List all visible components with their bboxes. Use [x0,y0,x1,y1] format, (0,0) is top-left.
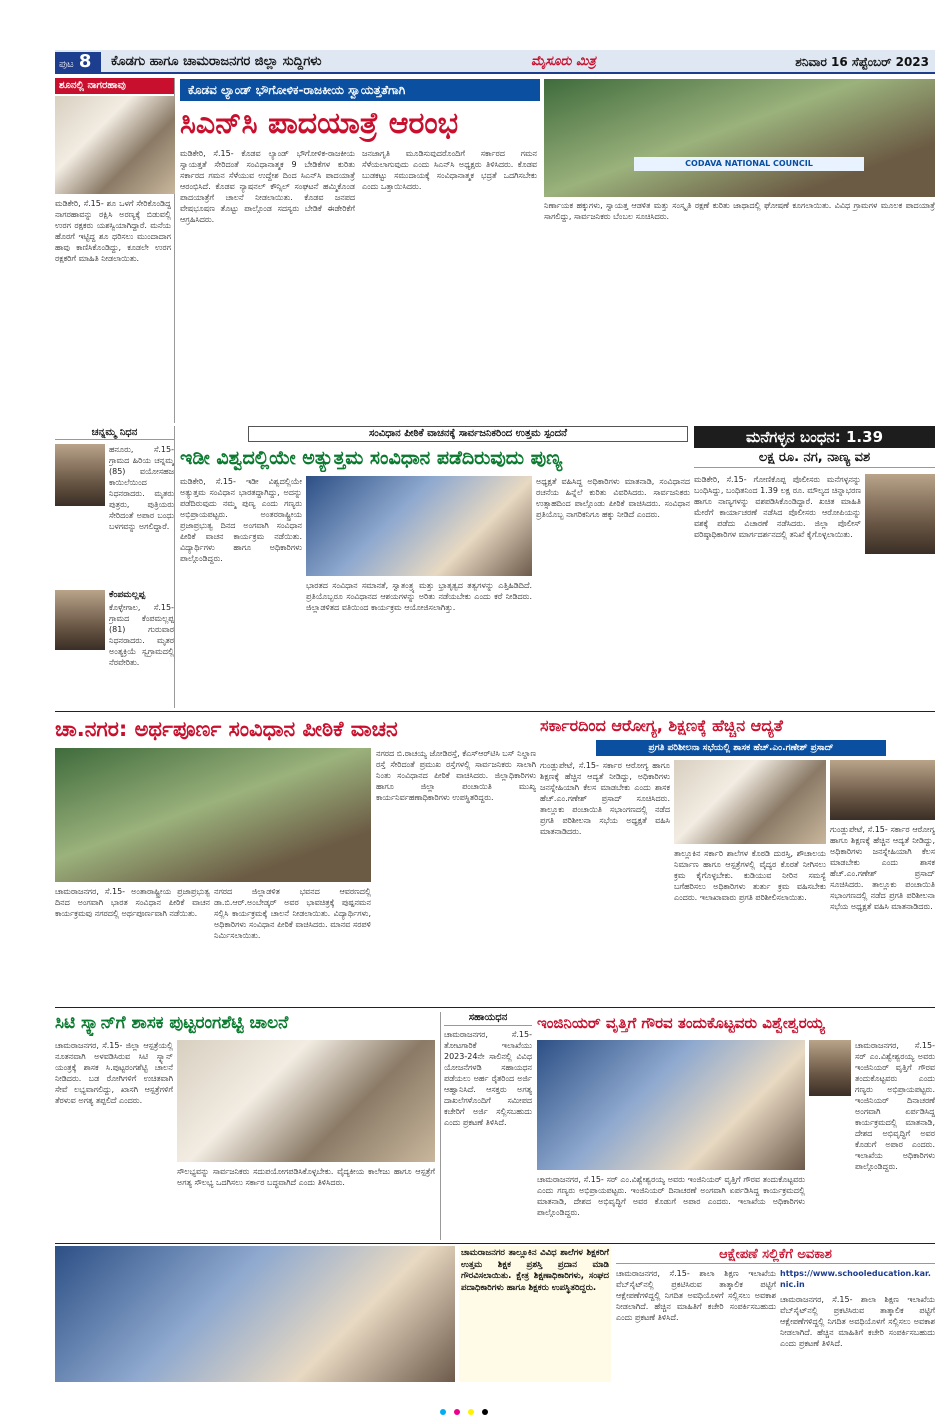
story-health-body-a: ಗುಂಡ್ಲುಪೇಟೆ, ಸೆ.15- ಸರ್ಕಾರ ಆರೋಗ್ಯ ಹಾಗೂ ಶಿಕ್ಷಣಕ್ಕೆ ಹೆಚ್ಚಿನ ಆದ್ಯತೆ ನೀಡಿದ್ದು, ಅಧಿಕಾರಿಗಳು ಜನಸ್ನೇಹಿಯಾಗಿ ಕೆಲಸ ಮಾಡಬೇಕು ಎಂದು ಶಾಸಕ ಹೆಚ್.ಎಂ.ಗಣೇಶ್ ಪ್ರಸಾದ್ ಸೂಚಿಸಿದರು. ತಾಲ್ಲೂಕು ಪಂಚಾಯಿತಿ ಸಭಾಂಗಣದಲ್ಲಿ ನಡೆದ ಪ್ರಗತಿ ಪರಿಶೀಲನಾ ಸಭೆಯ ಅಧ್ಯಕ್ಷತೆ ವಹಿಸಿ ಮಾತನಾಡಿದರು. [540,761,670,836]
story-theft [694,426,935,708]
objection-body-b: ಚಾಮರಾಜನಗರ, ಸೆ.15- ಶಾಲಾ ಶಿಕ್ಷಣ ಇಲಾಖೆಯ ವೆಬ್‌ಸೈಟ್‌ನಲ್ಲಿ ಪ್ರಕಟಿಸಿರುವ ತಾತ್ಕಾಲಿಕ ಪಟ್ಟಿಗೆ ಆಕ್ಷೇಪಣೆಗಳಿದ್ದಲ್ಲಿ ನಿಗದಿತ ಅವಧಿಯೊಳಗೆ ಸಲ್ಲಿಸಲು ಅವಕಾಶ ನೀಡಲಾಗಿದೆ. ಹೆಚ್ಚಿನ ಮಾಹಿತಿಗೆ ಕಚೇರಿ ಸಂಪರ್ಕಿಸಬಹುದು ಎಂದು ಪ್ರಕಟಣೆ ತಿಳಿಸಿದೆ. [780,1295,935,1348]
paper-name: ಮೈಸೂರು ಮಿತ್ರ [531,54,596,69]
story-chamaraja-body-b: ನಗರದ ಜಿಲ್ಲಾಡಳಿತ ಭವನದ ಆವರಣದಲ್ಲಿ ಡಾ.ಬಿ.ಆರ್.ಅಂಬೇಡ್ಕರ್ ಅವರ ಭಾವಚಿತ್ರಕ್ಕೆ ಪುಷ್ಪನಮನ ಸಲ್ಲಿಸಿ ಕಾರ್ಯಕ್ರಮಕ್ಕೆ ಚಾಲನೆ ನೀಡಲಾಯಿತು. ವಿದ್ಯಾರ್ಥಿಗಳು, ಅಧಿಕಾರಿಗಳು ಸಂವಿಧಾನ ಪೀಠಿಕೆ ವಾಚಿಸಿದರು. ಮಾನವ ಸರಪಳಿ ನಿರ್ಮಿಸಲಾಯಿತು. [214,887,371,940]
print-register-marks [440,1400,520,1408]
story-chamaraja-headline: ಚಾ.ನಗರ: ಅರ್ಥಪೂರ್ಣ ಸಂವಿಧಾನ ಪೀಠಿಕೆ ವಾಚನ [55,717,398,741]
chamaraja-event-photo [55,748,371,882]
story-cnc-body-a: ಮಡಿಕೇರಿ, ಸೆ.15- ಕೊಡವ ಲ್ಯಾಂಡ್ ಭೌಗೋಳಿಕ-ರಾಜಕೀಯ ಸ್ವಾಯತ್ತತೆ ಸೇರಿದಂತೆ ಸಂವಿಧಾನಾತ್ಮಕ 9 ಬೇಡಿಕೆಗಳ ಕುರಿತು ಸರ್ಕಾರದ ಗಮನ ಸೆಳೆಯುವ ಉದ್ದೇಶ ದಿಂದ ಸಿಎನ್‌ಸಿ ಪಾದಯಾತ್ರೆ ಆರಂಭಿಸಿದೆ. ಕೊಡವ ನ್ಯಾಷನಲ್ ಕೌನ್ಸಿಲ್ ಸಂಘಟನೆ ಹಮ್ಮಿಕೊಂಡ ಪಾದಯಾತ್ರೆಗೆ ಚಾಲನೆ ನೀಡಲಾಯಿತು. ಕೊಡವ ಜನಪದ ವೇಷಭೂಷಣ ತೊಟ್ಟು ಪಾಲ್ಗೊಂಡ ಸದಸ್ಯರು ಬೇಡಿಕೆ ಈಡೇರಿಕೆಗೆ ಆಗ್ರಹಿಸಿದರು. [180,149,355,224]
sidebar-snake [55,78,175,423]
constitution-event-photo [306,476,532,576]
story-constitution-kicker: ಸಂವಿಧಾನ ಪೀಠಿಕೆ ವಾಚನಕ್ಕೆ ಸಾರ್ವಜನಿಕರಿಂದ ಉತ್ತಮ ಸ್ಪಂದನೆ [248,426,688,442]
story-ctscan-body-b: ಸೌಲಭ್ಯವನ್ನು ಸಾರ್ವಜನಿಕರು ಸದುಪಯೋಗಪಡಿಸಿಕೊಳ್ಳಬೇಕು. ವೈದ್ಯಕೀಯ ಕಾಲೇಜು ಹಾಗೂ ಆಸ್ಪತ್ರೆಗೆ ಅಗತ್ಯ ಸೌಲಭ್ಯ ಒದಗಿಸಲು ಸರ್ಕಾರ ಬದ್ಧವಾಗಿದೆ ಎಂದು ತಿಳಿಸಿದರು. [177,1167,435,1187]
divider [55,711,935,712]
story-chamaraja-body-a: ಚಾಮರಾಜನಗರ, ಸೆ.15- ಅಂತಾರಾಷ್ಟ್ರೀಯ ಪ್ರಜಾಪ್ರಭುತ್ವ ದಿನದ ಅಂಗವಾಗಿ ಭಾರತ ಸಂವಿಧಾನ ಪೀಠಿಕೆ ವಾಚನ ಕಾರ್ಯಕ್ರಮವು ನಗರದಲ್ಲಿ ಅರ್ಥಪೂರ್ಣವಾಗಿ ನಡೆಯಿತು. [55,887,210,918]
story-cnc-body-c: ನಿರ್ಣಾಯಕ ಹಕ್ಕುಗಳು, ಸ್ವಾಯತ್ತ ಆಡಳಿತ ಮತ್ತು ಸಂಸ್ಕೃತಿ ರಕ್ಷಣೆ ಕುರಿತು ಜಾಥಾದಲ್ಲಿ ಘೋಷಣೆ ಕೂಗಲಾಯಿತು. ವಿವಿಧ ಗ್ರಾಮಗಳ ಮೂಲಕ ಪಾದಯಾತ್ರೆ ಸಾಗಲಿದ್ದು, ಸಾರ್ವಜನಿಕರು ಬೆಂಬಲ ಸೂಚಿಸಿದರು. [544,201,935,221]
ctscan-photo [177,1040,435,1162]
snake-photo [55,96,175,194]
story-engineer-headline: ಇಂಜಿನಿಯರ್ ವೃತ್ತಿಗೆ ಗೌರವ ತಂದುಕೊಟ್ಟವರು ವಿಶ್ವೇಶ್ವರಯ್ಯ [537,1014,825,1032]
theft-body: ಮಡಿಕೇರಿ, ಸೆ.15- ಗೋಣಿಕೊಪ್ಪ ಪೊಲೀಸರು ಮನೆಗಳ್ಳನನ್ನು ಬಂಧಿಸಿದ್ದು, ಬಂಧಿತನಿಂದ 1.39 ಲಕ್ಷ ರೂ. ಮೌಲ್ಯದ ಚಿನ್ನಾಭರಣ ಹಾಗೂ ನಾಣ್ಯಗಳನ್ನು ವಶಪಡಿಸಿಕೊಂಡಿದ್ದಾರೆ. ಖಚಿತ ಮಾಹಿತಿ ಮೇರೆಗೆ ಕಾರ್ಯಾಚರಣೆ ನಡೆಸಿದ ಪೊಲೀಸರು ಆರೋಪಿಯನ್ನು ವಶಕ್ಕೆ ಪಡೆದು ವಿಚಾರಣೆ ನಡೆಸಿದರು. ಜಿಲ್ಲಾ ಪೊಲೀಸ್ ವರಿಷ್ಠಾಧಿಕಾರಿಗಳ ಮಾರ್ಗದರ್ಶನದಲ್ಲಿ ತನಿಖೆ ಕೈಗೊಳ್ಳಲಾಯಿತು. [694,475,861,539]
obituaries [55,426,175,708]
story-cnc-kicker: ಕೊಡವ ಲ್ಯಾಂಡ್ ಭೌಗೋಳಿಕ-ರಾಜಕೀಯ ಸ್ವಾಯತ್ತತೆಗಾಗಿ [180,79,540,101]
cnc-march-photo [544,79,935,197]
visvesvaraya-photo [809,1040,851,1096]
story-constitution-headline: ಇಡೀ ವಿಶ್ವದಲ್ಲಿಯೇ ಅತ್ಯುತ್ತಮ ಸಂವಿಧಾನ ಪಡೆದಿರುವುದು ಪುಣ್ಯ [180,447,563,469]
subsidy-title: ಸಹಾಯಧನ [444,1012,532,1026]
obit-photo-1 [55,444,105,506]
sidebar-title: ಶೂನಲ್ಲಿ ನಾಗರಹಾವು [55,78,174,94]
story-cnc-headline: ಸಿಎನ್‌ಸಿ ಪಾದಯಾತ್ರೆ ಆರಂಭ [180,106,459,141]
story-engineer-body-side: ಚಾಮರಾಜನಗರ, ಸೆ.15- ಸರ್ ಎಂ.ವಿಶ್ವೇಶ್ವರಯ್ಯ ಅವರು ಇಂಜಿನಿಯರ್ ವೃತ್ತಿಗೆ ಗೌರವ ತಂದುಕೊಟ್ಟವರು ಎಂದು ಗಣ್ಯರು ಅಭಿಪ್ರಾಯಪಟ್ಟರು. ಇಂಜಿನಿಯರ್ ದಿನಾಚರಣೆ ಅಂಗವಾಗಿ ಏರ್ಪಡಿಸಿದ್ದ ಕಾರ್ಯಕ್ರಮದಲ್ಲಿ ಮಾತನಾಡಿ, ದೇಶದ ಅಭಿವೃದ್ಧಿಗೆ ಅವರ ಕೊಡುಗೆ ಅಪಾರ ಎಂದರು. ಇಲಾಖೆಯ ಅಧಿಕಾರಿಗಳು ಪಾಲ್ಗೊಂಡಿದ್ದರು. [855,1041,935,1171]
story-health-headline: ಸರ್ಕಾರದಿಂದ ಆರೋಗ್ಯ, ಶಿಕ್ಷಣಕ್ಕೆ ಹೆಚ್ಚಿನ ಆದ್ಯತೆ [540,716,783,735]
cnc-banner: CODAVA NATIONAL COUNCIL [634,157,864,171]
story-constitution-body-a: ಮಡಿಕೇರಿ, ಸೆ.15- ಇಡೀ ವಿಶ್ವದಲ್ಲಿಯೇ ಅತ್ಯುತ್ತಮ ಸಂವಿಧಾನ ಭಾರತದ್ದಾಗಿದ್ದು, ಅದನ್ನು ಪಡೆದಿರುವುದು ನಮ್ಮ ಪುಣ್ಯ ಎಂದು ಗಣ್ಯರು ಅಭಿಪ್ರಾಯಪಟ್ಟರು. ಅಂತರರಾಷ್ಟ್ರೀಯ ಪ್ರಜಾಪ್ರಭುತ್ವ ದಿನದ ಅಂಗವಾಗಿ ಸಂವಿಧಾನ ಪೀಠಿಕೆ ವಾಚನ ಕಾರ್ಯಕ್ರಮ ನಡೆಯಿತು. ವಿದ್ಯಾರ್ಥಿಗಳು ಹಾಗೂ ಅಧಿಕಾರಿಗಳು ಪಾಲ್ಗೊಂಡಿದ್ದರು. [180,477,302,563]
story-chamaraja-body-c: ನಗರದ ಬಿ.ರಾಚಯ್ಯ ಜೋಡಿರಸ್ತೆ, ಕೆಎಸ್‌ಆರ್‌ಟಿಸಿ ಬಸ್ ನಿಲ್ದಾಣ ರಸ್ತೆ ಸೇರಿದಂತೆ ಪ್ರಮುಖ ರಸ್ತೆಗಳಲ್ಲಿ ಸಾರ್ವಜನಿಕರು ಸಾಲಾಗಿ ನಿಂತು ಸಂವಿಧಾನದ ಪೀಠಿಕೆ ವಾಚಿಸಿದರು. ಜಿಲ್ಲಾಧಿಕಾರಿಗಳು ಹಾಗೂ ಜಿಲ್ಲಾ ಪಂಚಾಯಿತಿ ಮುಖ್ಯ ಕಾರ್ಯನಿರ್ವಹಣಾಧಿಕಾರಿಗಳು ಉಪಸ್ಥಿತರಿದ್ದರು. [376,749,536,802]
theft-headline: ಮನೆಗಳ್ಳನ ಬಂಧನ: 1.39 [694,426,935,448]
obit-body-2: ಕೊಳ್ಳೇಗಾಲ, ಸೆ.15- ಗ್ರಾಮದ ಕೆಂಪಮಲ್ಲಪ್ಪ (81) ಗುರುವಾರ ನಿಧನರಾದರು. ಮೃತರ ಅಂತ್ಯಕ್ರಿಯೆ ಸ್ವಗ್ರಾಮದಲ್ಲಿ ನೆರವೇರಿತು. [109,603,174,667]
engineer-day-photo [537,1040,805,1170]
obit-name-2: ಕೆಂಪಮಲ್ಲಪ್ಪ [109,590,146,600]
divider [55,1243,935,1244]
accused-photo [865,474,935,554]
story-health-body-c: ಗುಂಡ್ಲುಪೇಟೆ, ಸೆ.15- ಸರ್ಕಾರ ಆರೋಗ್ಯ ಹಾಗೂ ಶಿಕ್ಷಣಕ್ಕೆ ಹೆಚ್ಚಿನ ಆದ್ಯತೆ ನೀಡಿದ್ದು, ಅಧಿಕಾರಿಗಳು ಜನಸ್ನೇಹಿಯಾಗಿ ಕೆಲಸ ಮಾಡಬೇಕು ಎಂದು ಶಾಸಕ ಹೆಚ್.ಎಂ.ಗಣೇಶ್ ಪ್ರಸಾದ್ ಸೂಚಿಸಿದರು. ತಾಲ್ಲೂಕು ಪಂಚಾಯಿತಿ ಸಭಾಂಗಣದಲ್ಲಿ ನಡೆದ ಪ್ರಗತಿ ಪರಿಶೀಲನಾ ಸಭೆಯ ಅಧ್ಯಕ್ಷತೆ ವಹಿಸಿ ಮಾತನಾಡಿದರು. [830,825,935,911]
teachers-award-photo [55,1246,455,1382]
story-ctscan-body: ಚಾಮರಾಜನಗರ, ಸೆ.15- ಜಿಲ್ಲಾ ಆಸ್ಪತ್ರೆಯಲ್ಲಿ ನೂತನವಾಗಿ ಅಳವಡಿಸಿರುವ ಸಿಟಿ ಸ್ಕ್ಯಾನ್ ಯಂತ್ರಕ್ಕೆ ಶಾಸಕ ಸಿ.ಪುಟ್ಟರಂಗಶೆಟ್ಟಿ ಚಾಲನೆ ನೀಡಿದರು. ಬಡ ರೋಗಿಗಳಿಗೆ ಉಚಿತವಾಗಿ ಸೇವೆ ಲಭ್ಯವಾಗಲಿದ್ದು, ಖಾಸಗಿ ಆಸ್ಪತ್ರೆಗಳಿಗೆ ತೆರಳುವ ಅಗತ್ಯ ತಪ್ಪಲಿದೆ ಎಂದರು. [55,1041,173,1105]
teachers-lead: ಚಾಮರಾಜನಗರ ತಾಲ್ಲೂಕಿನ ವಿವಿಧ ಶಾಲೆಗಳ ಶಿಕ್ಷಕರಿಗೆ ಉತ್ತಮ ಶಿಕ್ಷಕ ಪ್ರಶಸ್ತಿ ಪ್ರದಾನ ಮಾಡಿ ಗೌರವಿಸಲಾಯಿತು. ಕ್ಷೇತ್ರ ಶಿಕ್ಷಣಾಧಿಕಾರಿಗಳು, ಸಂಘದ ಪದಾಧಿಕಾರಿಗಳು ಹಾಗೂ ಶಿಕ್ಷಕರು ಉಪಸ್ಥಿತರಿದ್ದರು. [459,1246,611,1382]
story-health-subhead: ಪ್ರಗತಿ ಪರಿಶೀಲನಾ ಸಭೆಯಲ್ಲಿ ಶಾಸಕ ಹೆಚ್.ಎಂ.ಗಣೇಶ್ ಪ್ರಸಾದ್ [596,740,886,756]
objection-body: ಚಾಮರಾಜನಗರ, ಸೆ.15- ಶಾಲಾ ಶಿಕ್ಷಣ ಇಲಾಖೆಯ ವೆಬ್‌ಸೈಟ್‌ನಲ್ಲಿ ಪ್ರಕಟಿಸಿರುವ ತಾತ್ಕಾಲಿಕ ಪಟ್ಟಿಗೆ ಆಕ್ಷೇಪಣೆಗಳಿದ್ದಲ್ಲಿ ನಿಗದಿತ ಅವಧಿಯೊಳಗೆ ಸಲ್ಲಿಸಲು ಅವಕಾಶ ನೀಡಲಾಗಿದೆ. ಹೆಚ್ಚಿನ ಮಾಹಿತಿಗೆ ಕಚೇರಿ ಸಂಪರ್ಕಿಸಬಹುದು ಎಂದು ಪ್ರಕಟಣೆ ತಿಳಿಸಿದೆ. [616,1269,776,1322]
section-title: ಕೊಡಗು ಹಾಗೂ ಚಾಮರಾಜನಗರ ಜಿಲ್ಲಾ ಸುದ್ದಿಗಳು [111,54,322,69]
health-meeting-photo [674,760,826,844]
obit-photo-2 [55,590,105,650]
page-number: 8 [78,51,92,72]
objection-url[interactable]: https://www.schooleducation.kar.nic.in [780,1269,931,1289]
masthead [55,50,935,74]
story-constitution-body-b: ಭಾರತದ ಸಂವಿಧಾನ ಸಮಾನತೆ, ಸ್ವಾತಂತ್ರ್ಯ ಮತ್ತು ಭ್ರಾತೃತ್ವದ ತತ್ವಗಳನ್ನು ಎತ್ತಿಹಿಡಿದಿದೆ. ಪ್ರತಿಯೊಬ್ಬರೂ ಸಂವಿಧಾನದ ಆಶಯಗಳನ್ನು ಅರಿತು ನಡೆಯಬೇಕು ಎಂದು ಕರೆ ನೀಡಿದರು. ಜಿಲ್ಲಾಡಳಿತದ ವತಿಯಿಂದ ಕಾರ್ಯಕ್ರಮ ಆಯೋಜಿಸಲಾಗಿತ್ತು. [306,581,532,612]
objection-title: ಆಕ್ಷೇಪಣೆ ಸಲ್ಲಿಕೆಗೆ ಅವಕಾಶ [616,1246,935,1264]
obit-title: ಚನ್ನಮ್ಮ ನಿಧನ [55,426,174,440]
divider [55,1007,935,1008]
story-constitution-body-c: ಅಧ್ಯಕ್ಷತೆ ವಹಿಸಿದ್ದ ಅಧಿಕಾರಿಗಳು ಮಾತನಾಡಿ, ಸಂವಿಧಾನದ ರಚನೆಯ ಹಿನ್ನೆಲೆ ಕುರಿತು ವಿವರಿಸಿದರು. ಸಾರ್ವಜನಿಕರು ಉತ್ಸಾಹದಿಂದ ಪಾಲ್ಗೊಂಡು ಪೀಠಿಕೆ ವಾಚಿಸಿದರು. ಸಂವಿಧಾನ ಪ್ರತಿಯೊಬ್ಬ ನಾಗರಿಕನಿಗೂ ಹಕ್ಕು ನೀಡಿದೆ ಎಂದರು. [536,477,690,519]
page-label [55,52,101,72]
sidebar-body: ಮಡಿಕೇರಿ, ಸೆ.15- ಶೂ ಒಳಗೆ ಸೇರಿಕೊಂಡಿದ್ದ ನಾಗರಹಾವನ್ನು ರಕ್ಷಿಸಿ ಅರಣ್ಯಕ್ಕೆ ಬಿಡುವಲ್ಲಿ ಉರಗ ರಕ್ಷಕರು ಯಶಸ್ವಿಯಾಗಿದ್ದಾರೆ. ಮನೆಯ ಹೊರಗೆ ಇಟ್ಟಿದ್ದ ಶೂ ಧರಿಸಲು ಮುಂದಾದಾಗ ಹಾವು ಕಾಣಿಸಿಕೊಂಡಿದ್ದು, ಕೂಡಲೇ ಉರಗ ರಕ್ಷಕರಿಗೆ ಮಾಹಿತಿ ನೀಡಲಾಯಿತು. [55,199,171,263]
issue-date: ಶನಿವಾರ 16 ಸೆಪ್ಟೆಂಬರ್ 2023 [795,55,929,69]
story-cnc-body-b: ಜನಜಾಗೃತಿ ಮೂಡಿಸುವುದರೊಂದಿಗೆ ಸರ್ಕಾರದ ಗಮನ ಸೆಳೆಯಲಾಗುವುದು ಎಂದು ಸಿಎನ್‌ಸಿ ಅಧ್ಯಕ್ಷರು ತಿಳಿಸಿದರು. ಕೊಡವ ಬುಡಕಟ್ಟು ಸಮುದಾಯಕ್ಕೆ ಸಂವಿಧಾನಾತ್ಮಕ ಭದ್ರತೆ ಒದಗಿಸಬೇಕು ಎಂದು ಒತ್ತಾಯಿಸಿದರು. [362,149,537,191]
page-label-text: ಪುಟ [59,59,74,70]
obit-body-1: ಹನೂರು, ಸೆ.15- ಗ್ರಾಮದ ಹಿರಿಯ ಚನ್ನಮ್ಮ (85) ವಯೋಸಹಜ ಕಾಯಿಲೆಯಿಂದ ನಿಧನರಾದರು. ಮೃತರು ಪುತ್ರರು, ಪುತ್ರಿಯರು ಸೇರಿದಂತೆ ಅಪಾರ ಬಂಧು ಬಳಗವನ್ನು ಅಗಲಿದ್ದಾರೆ. [109,445,174,531]
mla-photo [830,760,935,820]
subsidy-body: ಚಾಮರಾಜನಗರ, ಸೆ.15- ತೋಟಗಾರಿಕೆ ಇಲಾಖೆಯು 2023-24ನೇ ಸಾಲಿನಲ್ಲಿ ವಿವಿಧ ಯೋಜನೆಗಳಡಿ ಸಹಾಯಧನ ಪಡೆಯಲು ಅರ್ಹ ರೈತರಿಂದ ಅರ್ಜಿ ಆಹ್ವಾನಿಸಿದೆ. ಆಸಕ್ತರು ಅಗತ್ಯ ದಾಖಲೆಗಳೊಂದಿಗೆ ಸಮೀಪದ ಕಚೇರಿಗೆ ಅರ್ಜಿ ಸಲ್ಲಿಸಬಹುದು ಎಂದು ಪ್ರಕಟಣೆ ತಿಳಿಸಿದೆ. [444,1030,532,1127]
story-engineer-body: ಚಾಮರಾಜನಗರ, ಸೆ.15- ಸರ್ ಎಂ.ವಿಶ್ವೇಶ್ವರಯ್ಯ ಅವರು ಇಂಜಿನಿಯರ್ ವೃತ್ತಿಗೆ ಗೌರವ ತಂದುಕೊಟ್ಟವರು ಎಂದು ಗಣ್ಯರು ಅಭಿಪ್ರಾಯಪಟ್ಟರು. ಇಂಜಿನಿಯರ್ ದಿನಾಚರಣೆ ಅಂಗವಾಗಿ ಏರ್ಪಡಿಸಿದ್ದ ಕಾರ್ಯಕ್ರಮದಲ್ಲಿ ಮಾತನಾಡಿ, ದೇಶದ ಅಭಿವೃದ್ಧಿಗೆ ಅವರ ಕೊಡುಗೆ ಅಪಾರ ಎಂದರು. ಇಲಾಖೆಯ ಅಧಿಕಾರಿಗಳು ಪಾಲ್ಗೊಂಡಿದ್ದರು. [537,1175,805,1217]
theft-subhead: ಲಕ್ಷ ರೂ. ನಗ, ನಾಣ್ಯ ವಶ [694,448,935,468]
story-ctscan-headline: ಸಿಟಿ ಸ್ಕ್ಯಾನ್‌ಗೆ ಶಾಸಕ ಪುಟ್ಟರಂಗಶೆಟ್ಟಿ ಚಾಲನೆ [55,1013,289,1033]
story-subsidy [440,1012,532,1240]
story-health-body-b: ತಾಲ್ಲೂಕಿನ ಸರ್ಕಾರಿ ಶಾಲೆಗಳ ಕೊಠಡಿ ದುರಸ್ತಿ, ಶೌಚಾಲಯ ನಿರ್ಮಾಣ ಹಾಗೂ ಆಸ್ಪತ್ರೆಗಳಲ್ಲಿ ವೈದ್ಯರ ಕೊರತೆ ನೀಗಿಸಲು ಕ್ರಮ ಕೈಗೊಳ್ಳಬೇಕು. ಕುಡಿಯುವ ನೀರಿನ ಸಮಸ್ಯೆ ಬಗೆಹರಿಸಲು ಅಧಿಕಾರಿಗಳು ತುರ್ತು ಕ್ರಮ ವಹಿಸಬೇಕು ಎಂದರು. ಇಲಾಖಾವಾರು ಪ್ರಗತಿ ಪರಿಶೀಲಿಸಲಾಯಿತು. [674,849,826,902]
